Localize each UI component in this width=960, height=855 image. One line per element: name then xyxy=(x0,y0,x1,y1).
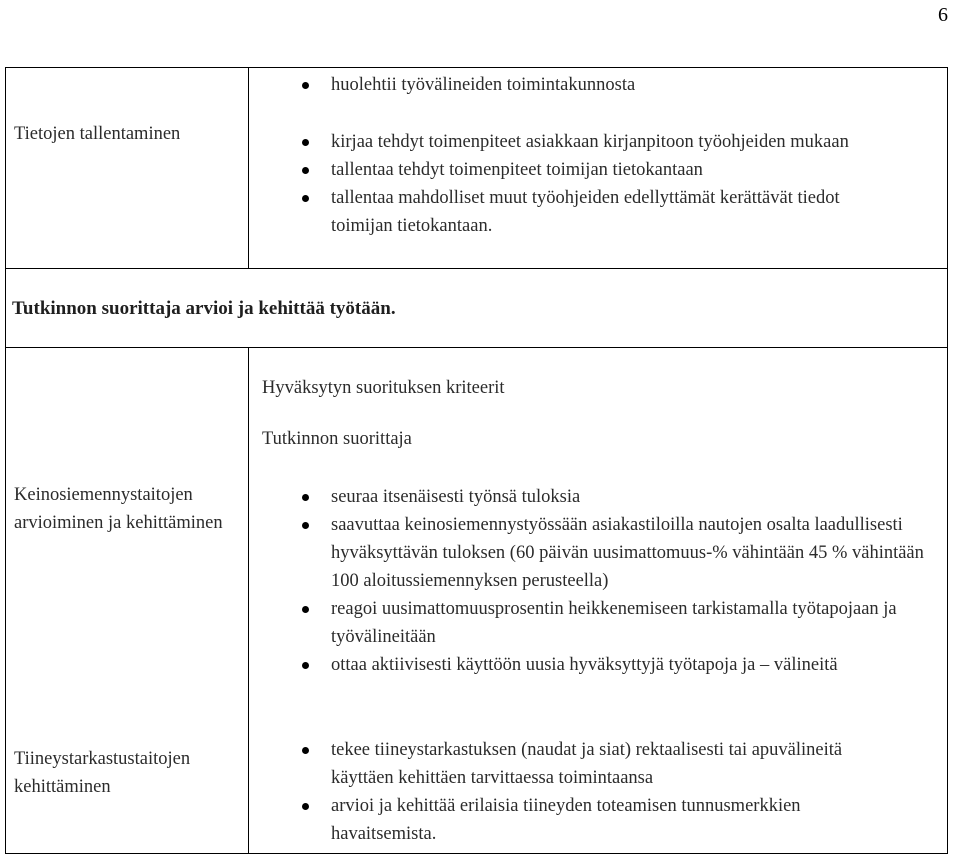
row-divider-heading xyxy=(5,347,948,348)
page-number: 6 xyxy=(938,4,948,26)
row2-bullet-list xyxy=(302,736,902,848)
column-divider-section1 xyxy=(248,67,249,269)
criteria-subtitle: Tutkinnon suorittaja xyxy=(262,429,412,449)
list-item: kirjaa tehdyt toimenpiteet asiakkaan kirjanpitoon työohjeiden mukaan xyxy=(302,128,902,156)
row-label-keinosiemennys: Keinosiemennystaitojen arvioiminen ja kehittäminen xyxy=(14,485,223,533)
section1-label: Tietojen tallentaminen xyxy=(14,124,181,144)
section1-bullet-list-top xyxy=(302,71,902,99)
table-border-right xyxy=(947,67,948,854)
row1-bullet-list xyxy=(302,483,930,679)
row-label-tiineystarkastus: Tiineystarkastustaitojen kehittäminen xyxy=(14,749,191,797)
criteria-title: Hyväksytyn suorituksen kriteerit xyxy=(262,378,505,398)
list-item: arvioi ja kehittää erilaisia tiineyden toteamisen tunnusmerkkien havaitsemista. xyxy=(302,792,902,848)
list-item: seuraa itsenäisesti työnsä tuloksia xyxy=(302,483,930,511)
table-border-bottom xyxy=(5,853,948,854)
row-divider-section1 xyxy=(5,268,948,269)
list-item: huolehtii työvälineiden toimintakunnosta xyxy=(302,71,902,99)
list-item: tekee tiineystarkastuksen (naudat ja siat) rektaalisesti tai apuvälineitä käyttäen kehittäen tarvittaessa toimintaansa xyxy=(302,736,902,792)
list-item: reagoi uusimattomuusprosentin heikkenemiseen tarkistamalla työtapojaan ja työvälineitään xyxy=(302,595,930,651)
table-border-left xyxy=(5,67,6,854)
list-item: saavuttaa keinosiemennystyössään asiakastiloilla nautojen osalta laadullisesti hyväksyttävän tuloksen (60 päivän uusimattomuus-% vähintään 45 % vähintään 100 aloitussiemennyksen perusteella) xyxy=(302,511,930,595)
table-border-top xyxy=(5,67,948,68)
list-item: ottaa aktiivisesti käyttöön uusia hyväksyttyjä työtapoja ja – välineitä xyxy=(302,651,930,679)
list-item: tallentaa tehdyt toimenpiteet toimijan tietokantaan xyxy=(302,156,902,184)
section-heading: Tutkinnon suorittaja arvioi ja kehittää työtään. xyxy=(12,298,396,319)
list-item: tallentaa mahdolliset muut työohjeiden edellyttämät kerättävät tiedot toimijan tietokantaan. xyxy=(302,184,902,240)
column-divider-criteria xyxy=(248,347,249,854)
section1-bullet-list xyxy=(302,128,902,240)
